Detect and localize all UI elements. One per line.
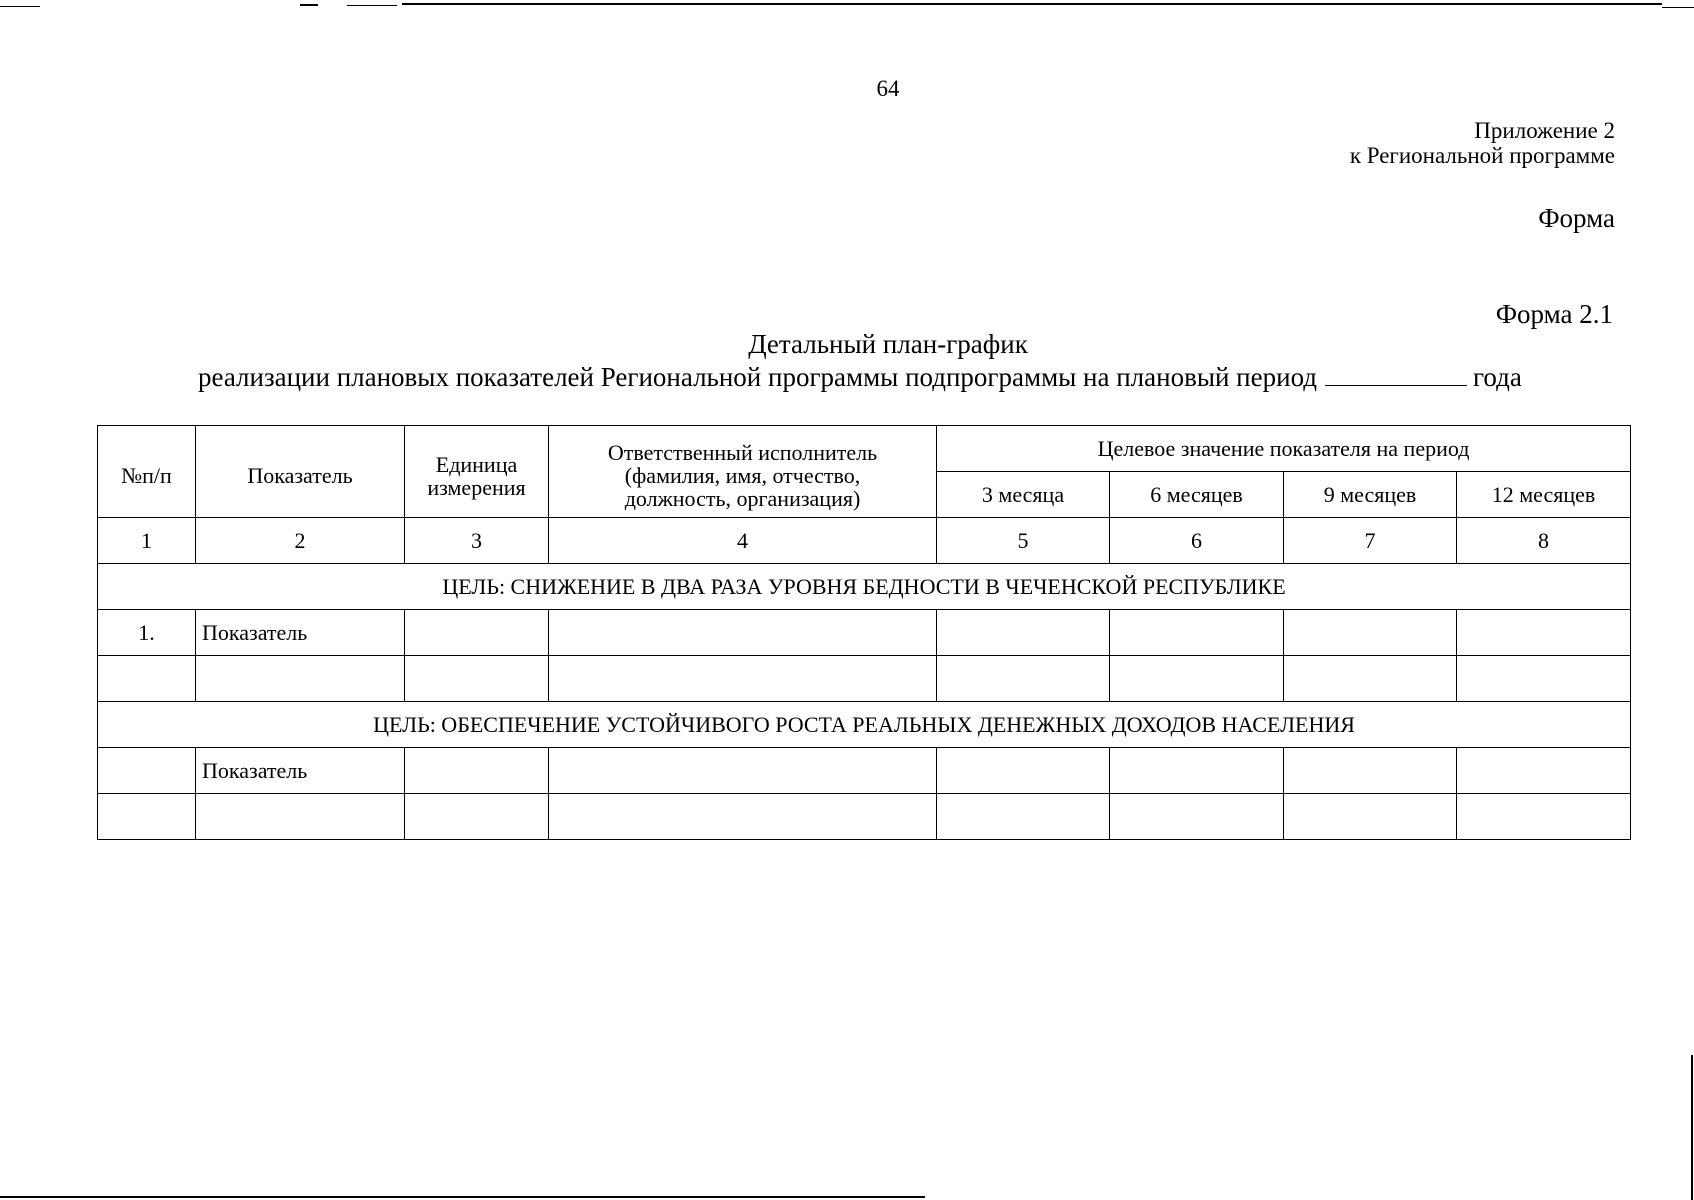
table-row — [98, 610, 1631, 656]
header-unit-line-2: измерения — [427, 474, 526, 500]
empty-cell — [1457, 656, 1631, 702]
empty-cell — [405, 794, 549, 840]
table-row — [98, 748, 1631, 794]
column-number: 3 — [405, 518, 549, 564]
column-number: 4 — [549, 518, 937, 564]
header-12-months: 12 месяцев — [1457, 472, 1631, 518]
header-responsible-line-3: должность, организация) — [624, 486, 861, 511]
header-9-months: 9 месяцев — [1284, 472, 1457, 518]
column-number: 1 — [98, 518, 196, 564]
header-6-months: 6 месяцев — [1110, 472, 1284, 518]
row-indicator: Показатель — [196, 610, 405, 656]
empty-cell — [937, 610, 1110, 656]
column-number-row — [98, 518, 1631, 564]
empty-cell — [937, 794, 1110, 840]
goal-1-row: ЦЕЛЬ: СНИЖЕНИЕ В ДВА РАЗА УРОВНЯ БЕДНОСТИ В ЧЕЧЕНСКОЙ РЕСПУБЛИКЕ — [98, 564, 1631, 610]
empty-cell — [1110, 748, 1284, 794]
row-indicator: Показатель — [196, 748, 405, 794]
empty-cell — [405, 610, 549, 656]
column-number: 5 — [937, 518, 1110, 564]
empty-cell — [1110, 794, 1284, 840]
empty-cell — [1110, 610, 1284, 656]
annex-line-2: к Региональной программе — [1349, 143, 1615, 168]
scan-artifact-top-4 — [402, 3, 1662, 5]
scan-artifact-top-1 — [0, 6, 40, 7]
header-unit-line-1: Единица — [435, 451, 518, 477]
table-row — [98, 656, 1631, 702]
empty-cell — [1284, 610, 1457, 656]
header-target-value: Целевое значение показателя на период — [937, 426, 1631, 472]
empty-cell — [98, 794, 196, 840]
empty-cell — [1457, 748, 1631, 794]
empty-cell — [98, 656, 196, 702]
annex-caption — [1350, 118, 1615, 168]
document-title: Детальный план-график — [748, 329, 1028, 359]
empty-cell — [549, 794, 937, 840]
scan-artifact-top-3 — [347, 5, 397, 6]
empty-cell — [1110, 656, 1284, 702]
column-number: 7 — [1284, 518, 1457, 564]
plan-table — [97, 425, 1631, 840]
goal-2-row: ЦЕЛЬ: ОБЕСПЕЧЕНИЕ УСТОЙЧИВОГО РОСТА РЕАЛЬНЫХ ДЕНЕЖНЫХ ДОХОДОВ НАСЕЛЕНИЯ — [98, 702, 1631, 748]
header-unit — [405, 426, 549, 518]
empty-cell — [937, 748, 1110, 794]
empty-cell — [1284, 748, 1457, 794]
row-num: 1. — [98, 610, 196, 656]
empty-cell — [98, 748, 196, 794]
empty-cell — [196, 656, 405, 702]
table-row — [98, 794, 1631, 840]
empty-cell — [1457, 610, 1631, 656]
empty-cell — [549, 748, 937, 794]
empty-cell — [549, 610, 937, 656]
header-responsible-line-2: (фамилия, имя, отчество, — [624, 463, 861, 488]
scan-artifact-bottom — [0, 1196, 925, 1198]
empty-cell — [1284, 794, 1457, 840]
scan-artifact-right — [1691, 1055, 1693, 1200]
header-num: №п/п — [98, 426, 196, 518]
empty-cell — [549, 656, 937, 702]
forma-label: Форма — [1538, 203, 1615, 233]
header-3-months: 3 месяца — [937, 472, 1110, 518]
scan-artifact-top-5 — [1662, 7, 1694, 8]
column-number: 8 — [1457, 518, 1631, 564]
empty-cell — [937, 656, 1110, 702]
page-number: 64 — [876, 76, 900, 101]
empty-cell — [405, 748, 549, 794]
forma-2-1-label: Форма 2.1 — [1495, 299, 1613, 329]
scan-artifact-top-2 — [300, 4, 318, 6]
header-responsible-line-1: Ответственный исполнитель — [607, 440, 878, 465]
header-responsible — [549, 426, 937, 518]
column-number: 2 — [196, 518, 405, 564]
header-indicator: Показатель — [196, 426, 405, 518]
annex-line-1: Приложение 2 — [1474, 118, 1615, 143]
empty-cell — [1457, 794, 1631, 840]
column-number: 6 — [1110, 518, 1284, 564]
empty-cell — [1284, 656, 1457, 702]
empty-cell — [405, 656, 549, 702]
document-subtitle — [198, 362, 1522, 393]
empty-cell — [196, 794, 405, 840]
subtitle-end: года — [1473, 362, 1522, 392]
subtitle-text: реализации плановых показателей Региональной программы подпрограммы на плановый период — [198, 362, 1318, 392]
period-blank-field — [1325, 363, 1467, 386]
